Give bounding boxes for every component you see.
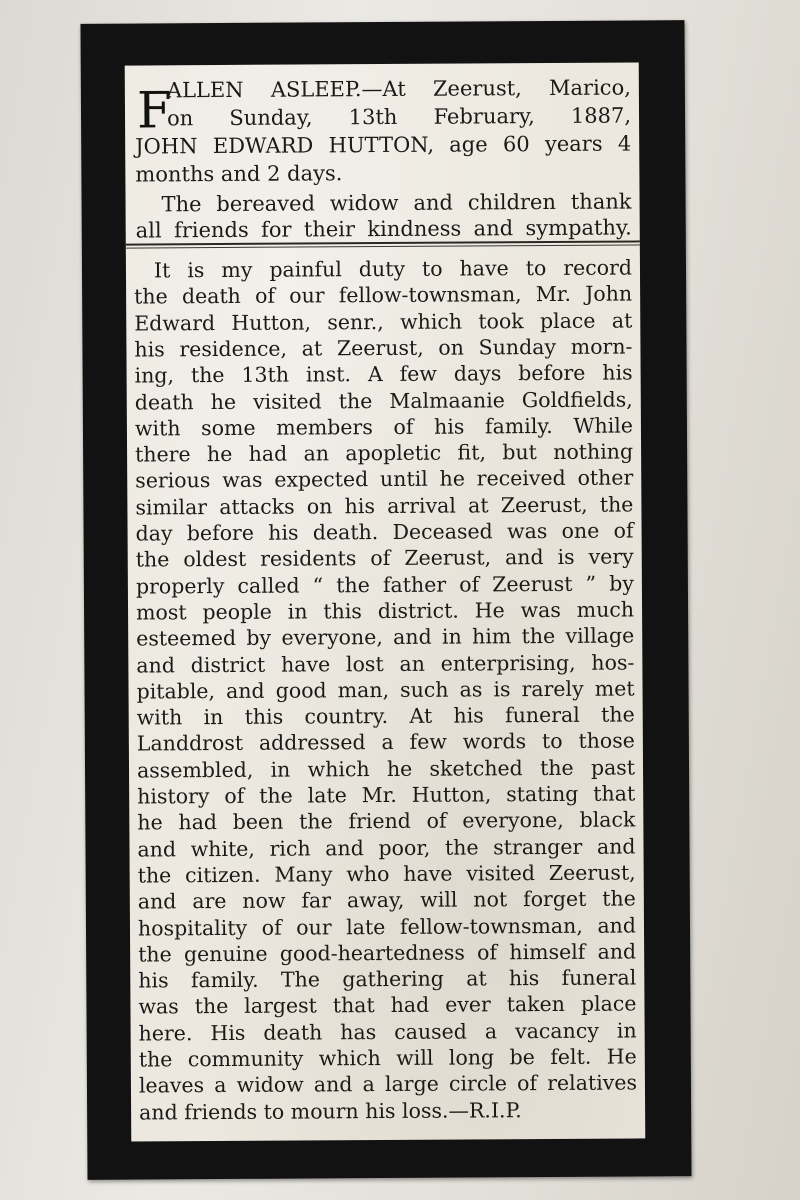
article-line: ing, the 13th inst. A few days before his [134, 360, 633, 388]
article-line: here. His death has caused a vacancy in [138, 1018, 637, 1046]
article-line: Landdrost addressed a few words to those [136, 728, 635, 756]
article-line: Edward Hutton, senr., which took place at [134, 308, 633, 336]
article-line: was the largest that had ever taken place [138, 991, 637, 1019]
article-line: hospitality of our late fellow-townsman, and [137, 912, 637, 941]
article-line: the death of our fellow-townsman, Mr. John [134, 281, 633, 309]
article-line: and district have lost an enterprising, hos- [136, 649, 635, 678]
notice-line-4: months and 2 days. [135, 161, 343, 187]
article-line: with in this country. At his funeral the [136, 702, 635, 730]
article-line: pitable, and good man, such as is rarely met [136, 676, 635, 704]
article-line: with some members of his family. While [134, 413, 633, 441]
article-line: death he visited the Malmaanie Goldfields, [134, 386, 633, 415]
notice-thanks-line-1: The bereaved widow and children thank [161, 189, 632, 217]
drop-cap: F [136, 81, 172, 140]
notice-line-2: on Sunday, 13th February, 1887, [166, 103, 632, 131]
article-line: leaves a widow and a large circle of relatives [138, 1070, 638, 1098]
article-line: most people in this district. He was much [135, 597, 635, 625]
article-line: the oldest residents of Zeerust, and is very [135, 544, 634, 572]
article-line: history of the late Mr. Hutton, stating that [137, 781, 636, 809]
article-line: serious was expected until he received other [135, 465, 634, 493]
newspaper-clipping [125, 62, 646, 1141]
article-line: day before his death. Deceased was one of [135, 518, 634, 546]
article-line: he had been the friend of everyone, black [137, 807, 636, 835]
article-line: It is my painful duty to have to record [153, 255, 633, 283]
article-line: the community which will long be felt. He [138, 1044, 637, 1072]
article-line: similar attacks on his arrival at Zeerust, the [135, 492, 634, 520]
article-line: the citizen. Many who have visited Zeerust, [137, 860, 636, 888]
article-line: esteemed by everyone, and in him the village [136, 623, 635, 651]
article-line: and white, rich and poor, the stranger and [137, 834, 636, 862]
article-line: and friends to mourn his loss.—R.I.P. [139, 1097, 522, 1125]
article-line: properly called “ the father of Zeerust ” by [135, 571, 634, 599]
article-line: his family. The gathering at his funeral [138, 965, 637, 993]
article-line: there he had an apopletic fit, but nothing [135, 439, 634, 467]
death-notice [131, 70, 632, 243]
notice-line-3: JOHN EDWARD HUTTON, age 60 years 4 [135, 131, 632, 159]
article-line: the genuine good-heartedness of himself and [138, 939, 637, 967]
article-line: assembled, in which he sketched the past [136, 755, 636, 783]
article-line: his residence, at Zeerust, on Sunday morn- [134, 334, 633, 362]
notice-line-1: ALLEN ASLEEP.—At Zeerust, Marico, [166, 75, 631, 103]
notice-thanks-line-2: all friends for their kindness and sympathy. [135, 215, 632, 243]
article-line: and are now far away, will not forget the [137, 886, 636, 914]
